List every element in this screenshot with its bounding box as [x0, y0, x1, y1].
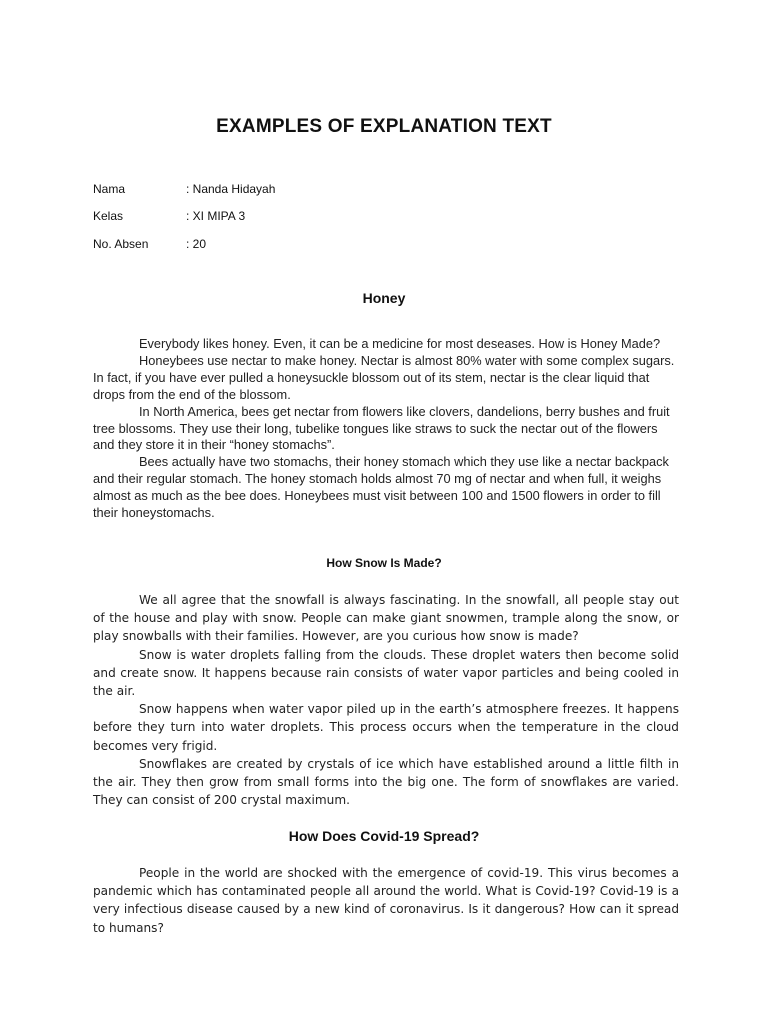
- paragraph: Everybody likes honey. Even, it can be a medicine for most deseases. How is Honey Made?: [139, 336, 661, 351]
- info-value-absen: : 20: [186, 237, 207, 251]
- section-heading-honey: Honey: [362, 290, 406, 306]
- paragraph: In North America, bees get nectar from flowers like clovers, dandelions, berry bushes and fruit tree blossoms. They use their long, tubelike tongues like straws to suck the nectar out of the flowers and they store it in their “honey stomachs”.: [93, 403, 670, 453]
- info-label-kelas: Kelas: [93, 209, 124, 223]
- info-value-kelas: : XI MIPA 3: [186, 209, 246, 223]
- section-heading-snow: How Snow Is Made?: [326, 556, 442, 570]
- paragraph: Honeybees use nectar to make honey. Nectar is almost 80% water with some complex sugars. In fact, if you have ever pulled a honeysuckle blossom out of its stem, nectar is the clear liquid that drops from the end of the blossom.: [93, 352, 675, 402]
- section-body-honey: [93, 336, 679, 522]
- paragraph: Snow is water droplets falling from the clouds. These droplet waters then become solid and create snow. It happens because rain consists of water vapor particles and being cooled in the air.: [93, 647, 679, 699]
- info-label-nama: Nama: [93, 182, 126, 196]
- paragraph: Snowflakes are created by crystals of ice which have established around a little filth in the air. They then grow from small forms into the big one. The form of snowflakes are varied. They can consist of 200 crystal maximum.: [93, 756, 679, 808]
- info-label-absen: No. Absen: [93, 237, 149, 251]
- paragraph: We all agree that the snowfall is always fascinating. In the snowfall, all people stay out of the house and play with snow. People can make giant snowmen, trample along the snow, or play snowballs with their families. However, are you curious how snow is made?: [93, 593, 679, 644]
- section-heading-covid: How Does Covid-19 Spread?: [288, 828, 480, 844]
- section-body-snow: [93, 591, 679, 809]
- paragraph: Bees actually have two stomachs, their honey stomach which they use like a nectar backpack and their regular stomach. The honey stomach holds almost 70 mg of nectar and when full, it weighs almost as much as the bee does. Honeybees must visit between 100 and 1500 flowers in order to fill their honeystomachs.: [93, 454, 669, 521]
- document-title: EXAMPLES OF EXPLANATION TEXT: [216, 116, 552, 137]
- paragraph: People in the world are shocked with the emergence of covid-19. This virus becomes a pandemic which has contaminated people all around the world. What is Covid-19? Covid-19 is a very infectious disease caused by a new kind of coronavirus. Is it dangerous? How can it spread to humans?: [93, 866, 679, 935]
- paragraph: Snow happens when water vapor piled up in the earth’s atmosphere freezes. It happens before they turn into water droplets. This process occurs when the temperature in the cloud becomes very frigid.: [93, 702, 679, 753]
- section-body-covid: [93, 864, 679, 937]
- info-value-nama: : Nanda Hidayah: [186, 182, 276, 196]
